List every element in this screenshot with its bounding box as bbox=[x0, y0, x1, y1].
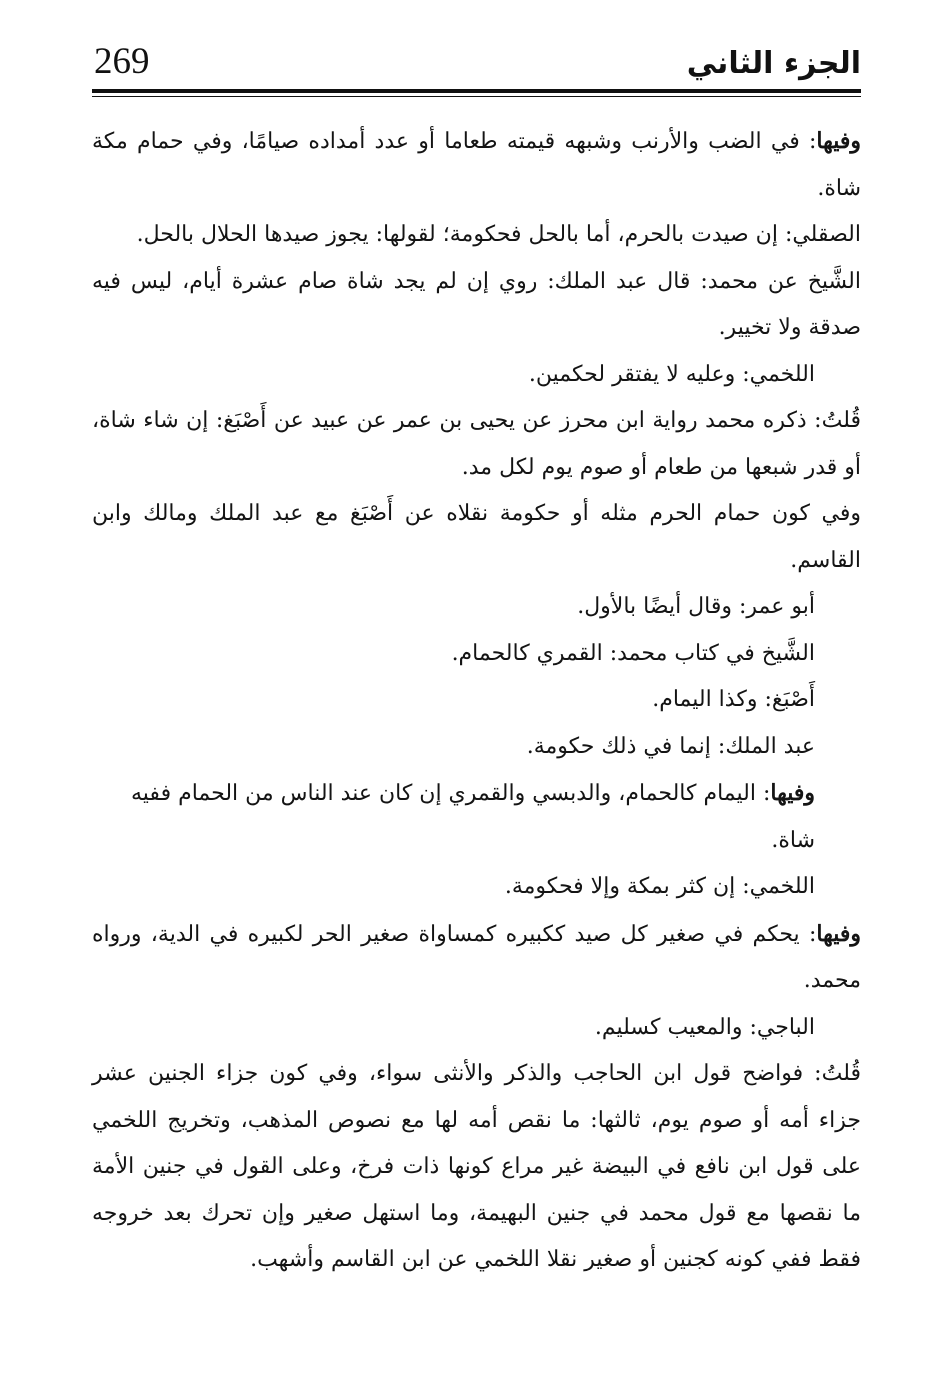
paragraph-text: : في الضب والأرنب وشبهه قيمته طعاما أو عدد أمداده صيامًا، وفي حمام مكة شاة. bbox=[92, 129, 861, 201]
paragraph bbox=[92, 398, 861, 491]
header-rule-thick bbox=[92, 89, 861, 93]
paragraph-text: : يحكم في صغير كل صيد ككبيره كمساواة صغير الحر لكبيره في الدية، ورواه محمد. bbox=[92, 921, 861, 993]
paragraph-text: اللخمي: إن كثر بمكة وإلا فحكومة. bbox=[504, 874, 815, 899]
paragraph bbox=[92, 677, 861, 724]
paragraph-lead: وفيها bbox=[816, 128, 861, 154]
paragraph-text: : اليمام كالحمام، والدبسي والقمري إن كان عند الناس من الحمام ففيه شاة. bbox=[131, 781, 815, 853]
page-header bbox=[92, 38, 861, 86]
paragraph bbox=[92, 491, 861, 584]
paragraph-lead: وفيها bbox=[816, 920, 861, 947]
paragraph-text: قُلتُ: ذكره محمد رواية ابن محرز عن يحيى بن عمر عن عبيد عن أَصْبَغ: إن شاء شاة، أو قدر شبعها من طعام أو صوم يوم لكل مد. bbox=[92, 408, 861, 480]
paragraph bbox=[92, 724, 861, 771]
paragraph bbox=[92, 1005, 861, 1052]
paragraph bbox=[92, 631, 861, 678]
paragraph bbox=[92, 259, 861, 352]
paragraph bbox=[92, 770, 861, 864]
paragraph-text: أبو عمر: وقال أيضًا بالأول. bbox=[577, 594, 815, 619]
body-text bbox=[92, 118, 861, 1284]
page-number: 269 bbox=[94, 41, 150, 82]
paragraph bbox=[92, 212, 861, 259]
paragraph bbox=[92, 584, 861, 631]
paragraph bbox=[92, 911, 861, 1005]
paragraph bbox=[92, 1051, 861, 1284]
paragraph-text: اللخمي: وعليه لا يفتقر لحكمين. bbox=[528, 361, 815, 387]
paragraph-text: وفي كون حمام الحرم مثله أو حكومة نقلاه عن أَصْبَغ مع عبد الملك ومالك وابن القاسم. bbox=[92, 501, 861, 573]
paragraph bbox=[92, 352, 861, 399]
paragraph-text: قُلتُ: فواضح قول ابن الحاجب والذكر والأنثى سواء، وفي كون جزاء الجنين عشر جزاء أمه أو صوم يوم، ثالثها: ما نقص أمه لها مع نصوص المذهب، وتخريج اللخمي على قول ابن نافع في البيضة غير مراع كونها ذات فرخ، وعلى القول في جنين الأمة ما نقصها مع قول محمد في جنين البهيمة، وما استهل صغير وإن تحرك بعد خروجه فقط ففي كونه كجنين أو صغير نقلا اللخمي عن ابن القاسم وأشهب. bbox=[92, 1061, 861, 1272]
paragraph-text: الصقلي: إن صيدت بالحرم، أما بالحل فحكومة؛ لقولها: يجوز صيدها الحلال بالحل. bbox=[136, 222, 861, 247]
paragraph-text: الباجي: والمعيب كسليم. bbox=[594, 1014, 815, 1040]
paragraph bbox=[92, 118, 861, 212]
paragraph bbox=[92, 864, 861, 911]
paragraph-text: الشَّيخ عن محمد: قال عبد الملك: روي إن لم يجد شاة صام عشرة أيام، ليس فيه صدقة ولا تخيير. bbox=[92, 268, 861, 340]
paragraph-text: عبد الملك: إنما في ذلك حكومة. bbox=[526, 733, 815, 759]
paragraph-text: أَصْبَغ: وكذا اليمام. bbox=[652, 687, 815, 712]
paragraph-text: الشَّيخ في كتاب محمد: القمري كالحمام. bbox=[451, 640, 815, 666]
paragraph-lead: وفيها bbox=[770, 780, 815, 806]
running-title: الجزء الثاني bbox=[686, 46, 861, 81]
header-rule-thin bbox=[92, 96, 861, 97]
